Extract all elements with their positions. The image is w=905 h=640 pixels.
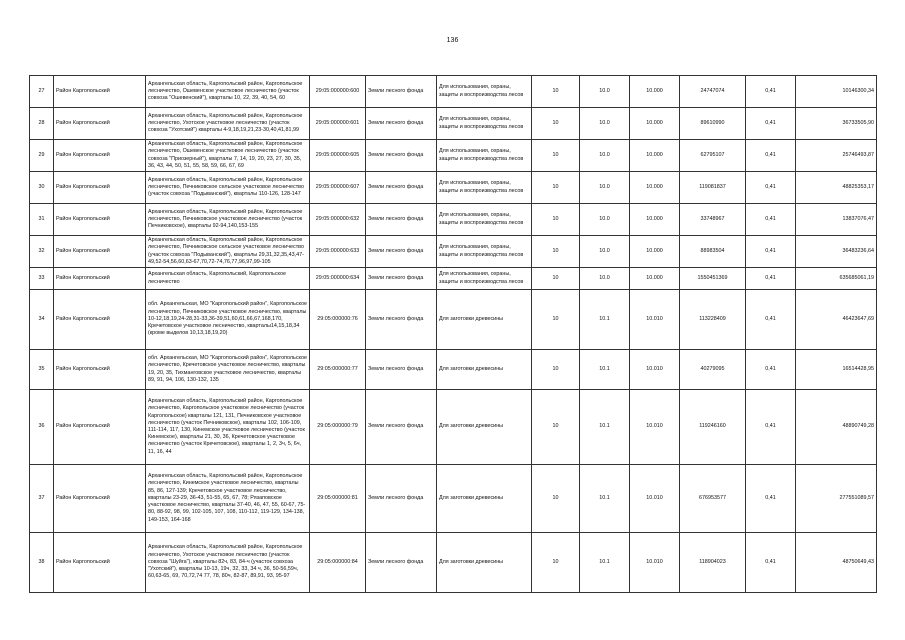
code-2-cell: 10.0 (580, 236, 630, 268)
row-number: 28 (30, 108, 54, 140)
code-3-cell: 10.000 (630, 204, 680, 236)
rate-cell: 0,41 (746, 140, 796, 172)
table-row (30, 350, 877, 390)
permitted-use-cell: Для заготовки древесины (437, 350, 532, 390)
rate-cell: 0,41 (746, 76, 796, 108)
permitted-use-cell: Для использования, охраны, защиты и воспроизводства лесов (437, 268, 532, 290)
area-cell: 119246160 (680, 390, 746, 465)
district-cell: Район Каргопольский (54, 533, 146, 593)
location-cell: Архангельская область, Каргопольский район, Каргопольское лесничество, Ошевенское участковое лесничество (участок совхоза "Приозерный"), кварталы 7, 14, 19, 20, 23, 27, 30, 35, 36, 43, 44, 50, 51, 55, 58, 59, 66, 67, 69 (146, 140, 310, 172)
row-number: 36 (30, 390, 54, 465)
code-1-cell: 10 (532, 76, 580, 108)
code-1-cell: 10 (532, 350, 580, 390)
code-2-cell: 10.0 (580, 172, 630, 204)
land-category-cell: Земли лесного фонда (366, 204, 437, 236)
table-row (30, 76, 877, 108)
cadastral-value-cell: 10146300,34 (796, 76, 877, 108)
cadastral-number-cell: 29:05:000000:633 (310, 236, 366, 268)
cadastral-value-cell: 16514428,95 (796, 350, 877, 390)
table-row (30, 172, 877, 204)
district-cell: Район Каргопольский (54, 390, 146, 465)
code-3-cell: 10.010 (630, 350, 680, 390)
code-1-cell: 10 (532, 533, 580, 593)
district-cell: Район Каргопольский (54, 290, 146, 350)
location-cell: Архангельская область, Каргопольский, Каргопольское лесничество (146, 268, 310, 290)
area-cell: 113228409 (680, 290, 746, 350)
land-category-cell: Земли лесного фонда (366, 76, 437, 108)
cadastral-number-cell: 29:05:000000:605 (310, 140, 366, 172)
permitted-use-cell: Для использования, охраны, защиты и воспроизводства лесов (437, 140, 532, 172)
code-2-cell: 10.1 (580, 533, 630, 593)
code-3-cell: 10.000 (630, 172, 680, 204)
permitted-use-cell: Для заготовки древесины (437, 390, 532, 465)
code-1-cell: 10 (532, 236, 580, 268)
location-cell: обл. Архангельская, МО "Каргопольский район", Каргопольское лесничество, Печниковское участковое лесничество, кварталы 10-12,18,19,24-28,31-33,36-39,51,60,61,66,67,168,170, Кречетовское участковое лесничество, кварталы14,15,18,34 (кроме выделов 10,13,18,19,20) (146, 290, 310, 350)
code-2-cell: 10.1 (580, 390, 630, 465)
code-3-cell: 10.010 (630, 390, 680, 465)
land-category-cell: Земли лесного фонда (366, 140, 437, 172)
permitted-use-cell: Для использования, охраны, защиты и воспроизводства лесов (437, 172, 532, 204)
cadastral-number-cell: 29:05:000000:632 (310, 204, 366, 236)
code-2-cell: 10.1 (580, 350, 630, 390)
cadastral-value-cell: 635685061,19 (796, 268, 877, 290)
district-cell: Район Каргопольский (54, 350, 146, 390)
area-cell: 119081837 (680, 172, 746, 204)
rate-cell: 0,41 (746, 204, 796, 236)
rate-cell: 0,41 (746, 236, 796, 268)
code-2-cell: 10.0 (580, 268, 630, 290)
code-3-cell: 10.000 (630, 140, 680, 172)
land-category-cell: Земли лесного фонда (366, 268, 437, 290)
rate-cell: 0,41 (746, 533, 796, 593)
cadastral-value-cell: 46423647,69 (796, 290, 877, 350)
area-cell: 1550451369 (680, 268, 746, 290)
location-cell: Архангельская область, Каргопольский район, Каргопольское лесничество, Каргопольское участковое лесничество (участок Каргопольское) кварталы 121, 131, Печниковское участковое лесничество (участок Печниковское), кварталы 102, 106-109, 111-114, 117, 130, Кинемское участковое лесничество (участок Кинемское), кварталы 21, 30, 36, Кречетовское участковое лесничество (участок Кречетовское), кварталы 1, 2, 3ч, 5, 6ч, 11, 16, 44 (146, 390, 310, 465)
code-2-cell: 10.0 (580, 76, 630, 108)
location-cell: Архангельская область, Каргопольский район, Каргопольское лесничество, Печниковское сельское участковое лесничество (участок совхоза "Подыванский"), кварталы 29,31,32,35,43,47-49,52-54,56,60,63-67,70,72-74,76,77,96,97,99-105 (146, 236, 310, 268)
table-body (30, 76, 877, 593)
district-cell: Район Каргопольский (54, 108, 146, 140)
area-cell: 40279095 (680, 350, 746, 390)
rate-cell: 0,41 (746, 290, 796, 350)
code-1-cell: 10 (532, 108, 580, 140)
cadastral-number-cell: 29:05:000000:81 (310, 465, 366, 533)
row-number: 31 (30, 204, 54, 236)
cadastral-value-cell: 48750649,43 (796, 533, 877, 593)
code-3-cell: 10.000 (630, 108, 680, 140)
area-cell: 88983504 (680, 236, 746, 268)
rate-cell: 0,41 (746, 108, 796, 140)
location-cell: Архангельская область, Каргопольский район, Каргопольское лесничество, Ошевенское участковое лесничество (участок совхоза "Ошевенский"), кварталы 10, 22, 39, 40, 54, 60 (146, 76, 310, 108)
code-1-cell: 10 (532, 140, 580, 172)
code-1-cell: 10 (532, 290, 580, 350)
code-2-cell: 10.0 (580, 140, 630, 172)
cadastral-value-cell: 13837076,47 (796, 204, 877, 236)
table-row (30, 268, 877, 290)
code-1-cell: 10 (532, 268, 580, 290)
code-2-cell: 10.1 (580, 290, 630, 350)
row-number: 32 (30, 236, 54, 268)
district-cell: Район Каргопольский (54, 465, 146, 533)
area-cell: 118904023 (680, 533, 746, 593)
table-row (30, 465, 877, 533)
table-row (30, 390, 877, 465)
row-number: 38 (30, 533, 54, 593)
district-cell: Район Каргопольский (54, 268, 146, 290)
area-cell: 24747074 (680, 76, 746, 108)
land-category-cell: Земли лесного фонда (366, 465, 437, 533)
row-number: 34 (30, 290, 54, 350)
land-category-cell: Земли лесного фонда (366, 533, 437, 593)
row-number: 33 (30, 268, 54, 290)
location-cell: Архангельская область, Каргопольский район, Каргопольское лесничество, Ухотское участковое лесничество (участок совхоза "Шуйга"), кварталы 82ч, 83, 84-ч (участок совхоза "Ухотский"), кварталы 10-13, 19ч, 32, 33, 34 ч, 36, 50-56,59ч, 60,63-65, 69, 70,72,74 77, 78, 80ч, 82-87, 89,91, 93, 95-97 (146, 533, 310, 593)
rate-cell: 0,41 (746, 172, 796, 204)
code-2-cell: 10.1 (580, 465, 630, 533)
code-3-cell: 10.010 (630, 290, 680, 350)
cadastral-number-cell: 29:05:000000:76 (310, 290, 366, 350)
area-cell: 33748967 (680, 204, 746, 236)
land-category-cell: Земли лесного фонда (366, 390, 437, 465)
code-1-cell: 10 (532, 204, 580, 236)
row-number: 35 (30, 350, 54, 390)
cadastral-number-cell: 29:05:000000:634 (310, 268, 366, 290)
permitted-use-cell: Для использования, охраны, защиты и воспроизводства лесов (437, 204, 532, 236)
cadastral-number-cell: 29:05:000000:84 (310, 533, 366, 593)
land-category-cell: Земли лесного фонда (366, 172, 437, 204)
cadastral-registry-table (29, 75, 877, 593)
land-category-cell: Земли лесного фонда (366, 290, 437, 350)
code-2-cell: 10.0 (580, 108, 630, 140)
cadastral-number-cell: 29:05:000000:607 (310, 172, 366, 204)
location-cell: Архангельская область, Каргопольский район, Каргопольское лесничество, Печниковское сельское участковое лесничество (участок совхоза "Подыванский"), кварталы 110-126, 128-147 (146, 172, 310, 204)
table-row (30, 108, 877, 140)
cadastral-number-cell: 29:05:000000:79 (310, 390, 366, 465)
cadastral-number-cell: 29:05:000000:77 (310, 350, 366, 390)
permitted-use-cell: Для заготовки древесины (437, 465, 532, 533)
table-row (30, 140, 877, 172)
permitted-use-cell: Для использования, охраны, защиты и воспроизводства лесов (437, 108, 532, 140)
permitted-use-cell: Для заготовки древесины (437, 290, 532, 350)
district-cell: Район Каргопольский (54, 76, 146, 108)
area-cell: 676953577 (680, 465, 746, 533)
location-cell: Архангельская область, Каргопольский район, Каргопольское лесничество, Ухотское участковое лесничество (участок совхоза "Ухотский") кварталы 4-9,18,19,21,23-30,40,41,81,99 (146, 108, 310, 140)
district-cell: Район Каргопольский (54, 172, 146, 204)
cadastral-value-cell: 48890749,28 (796, 390, 877, 465)
permitted-use-cell: Для использования, охраны, защиты и воспроизводства лесов (437, 76, 532, 108)
code-3-cell: 10.000 (630, 268, 680, 290)
table-row (30, 533, 877, 593)
area-cell: 89610990 (680, 108, 746, 140)
location-cell: Архангельская область, Каргопольский район, Каргопольское лесничество, Печниковское участковое лесничество (участок Печниковское), кварталы 92-94,140,153-155 (146, 204, 310, 236)
cadastral-number-cell: 29:05:000000:600 (310, 76, 366, 108)
code-3-cell: 10.010 (630, 465, 680, 533)
land-category-cell: Земли лесного фонда (366, 108, 437, 140)
cadastral-number-cell: 29:05:000000:601 (310, 108, 366, 140)
land-category-cell: Земли лесного фонда (366, 350, 437, 390)
table-row (30, 290, 877, 350)
code-1-cell: 10 (532, 390, 580, 465)
row-number: 27 (30, 76, 54, 108)
rate-cell: 0,41 (746, 390, 796, 465)
cadastral-value-cell: 36733505,90 (796, 108, 877, 140)
location-cell: Архангельская область, Каргопольский район, Каргопольское лесничество, Кинемское участковое лесничество, кварталы 85, 86, 127-139; Кречетовское участковое лесничество, кварталы 23-29, 36-43, 51-55, 65, 67, 78; Рязаповское участковое лесничество, кварталы 37-40, 46, 47, 55, 60-67, 75-80, 88-92, 98, 99, 102-105, 107, 108, 110-112, 119-129, 134-138, 149-153, 164-168 (146, 465, 310, 533)
table-row (30, 204, 877, 236)
table-row (30, 236, 877, 268)
cadastral-value-cell: 25746493,87 (796, 140, 877, 172)
district-cell: Район Каргопольский (54, 140, 146, 172)
location-cell: обл. Архангельская, МО "Каргопольский район", Каргопольское лесничество, Кречетовское участковое лесничество, кварталы 19, 20, 35, Тихманговское участковое лесничество, кварталы 89, 91, 94, 106, 130-132, 135 (146, 350, 310, 390)
row-number: 37 (30, 465, 54, 533)
permitted-use-cell: Для заготовки древесины (437, 533, 532, 593)
cadastral-value-cell: 36483236,64 (796, 236, 877, 268)
cadastral-value-cell: 277551089,57 (796, 465, 877, 533)
land-category-cell: Земли лесного фонда (366, 236, 437, 268)
rate-cell: 0,41 (746, 465, 796, 533)
district-cell: Район Каргопольский (54, 204, 146, 236)
code-1-cell: 10 (532, 172, 580, 204)
rate-cell: 0,41 (746, 268, 796, 290)
area-cell: 62795107 (680, 140, 746, 172)
rate-cell: 0,41 (746, 350, 796, 390)
page-number: 136 (446, 37, 459, 44)
district-cell: Район Каргопольский (54, 236, 146, 268)
permitted-use-cell: Для использования, охраны, защиты и воспроизводства лесов (437, 236, 532, 268)
row-number: 29 (30, 140, 54, 172)
code-3-cell: 10.000 (630, 76, 680, 108)
code-2-cell: 10.0 (580, 204, 630, 236)
row-number: 30 (30, 172, 54, 204)
code-3-cell: 10.000 (630, 236, 680, 268)
code-1-cell: 10 (532, 465, 580, 533)
code-3-cell: 10.010 (630, 533, 680, 593)
cadastral-value-cell: 48825353,17 (796, 172, 877, 204)
